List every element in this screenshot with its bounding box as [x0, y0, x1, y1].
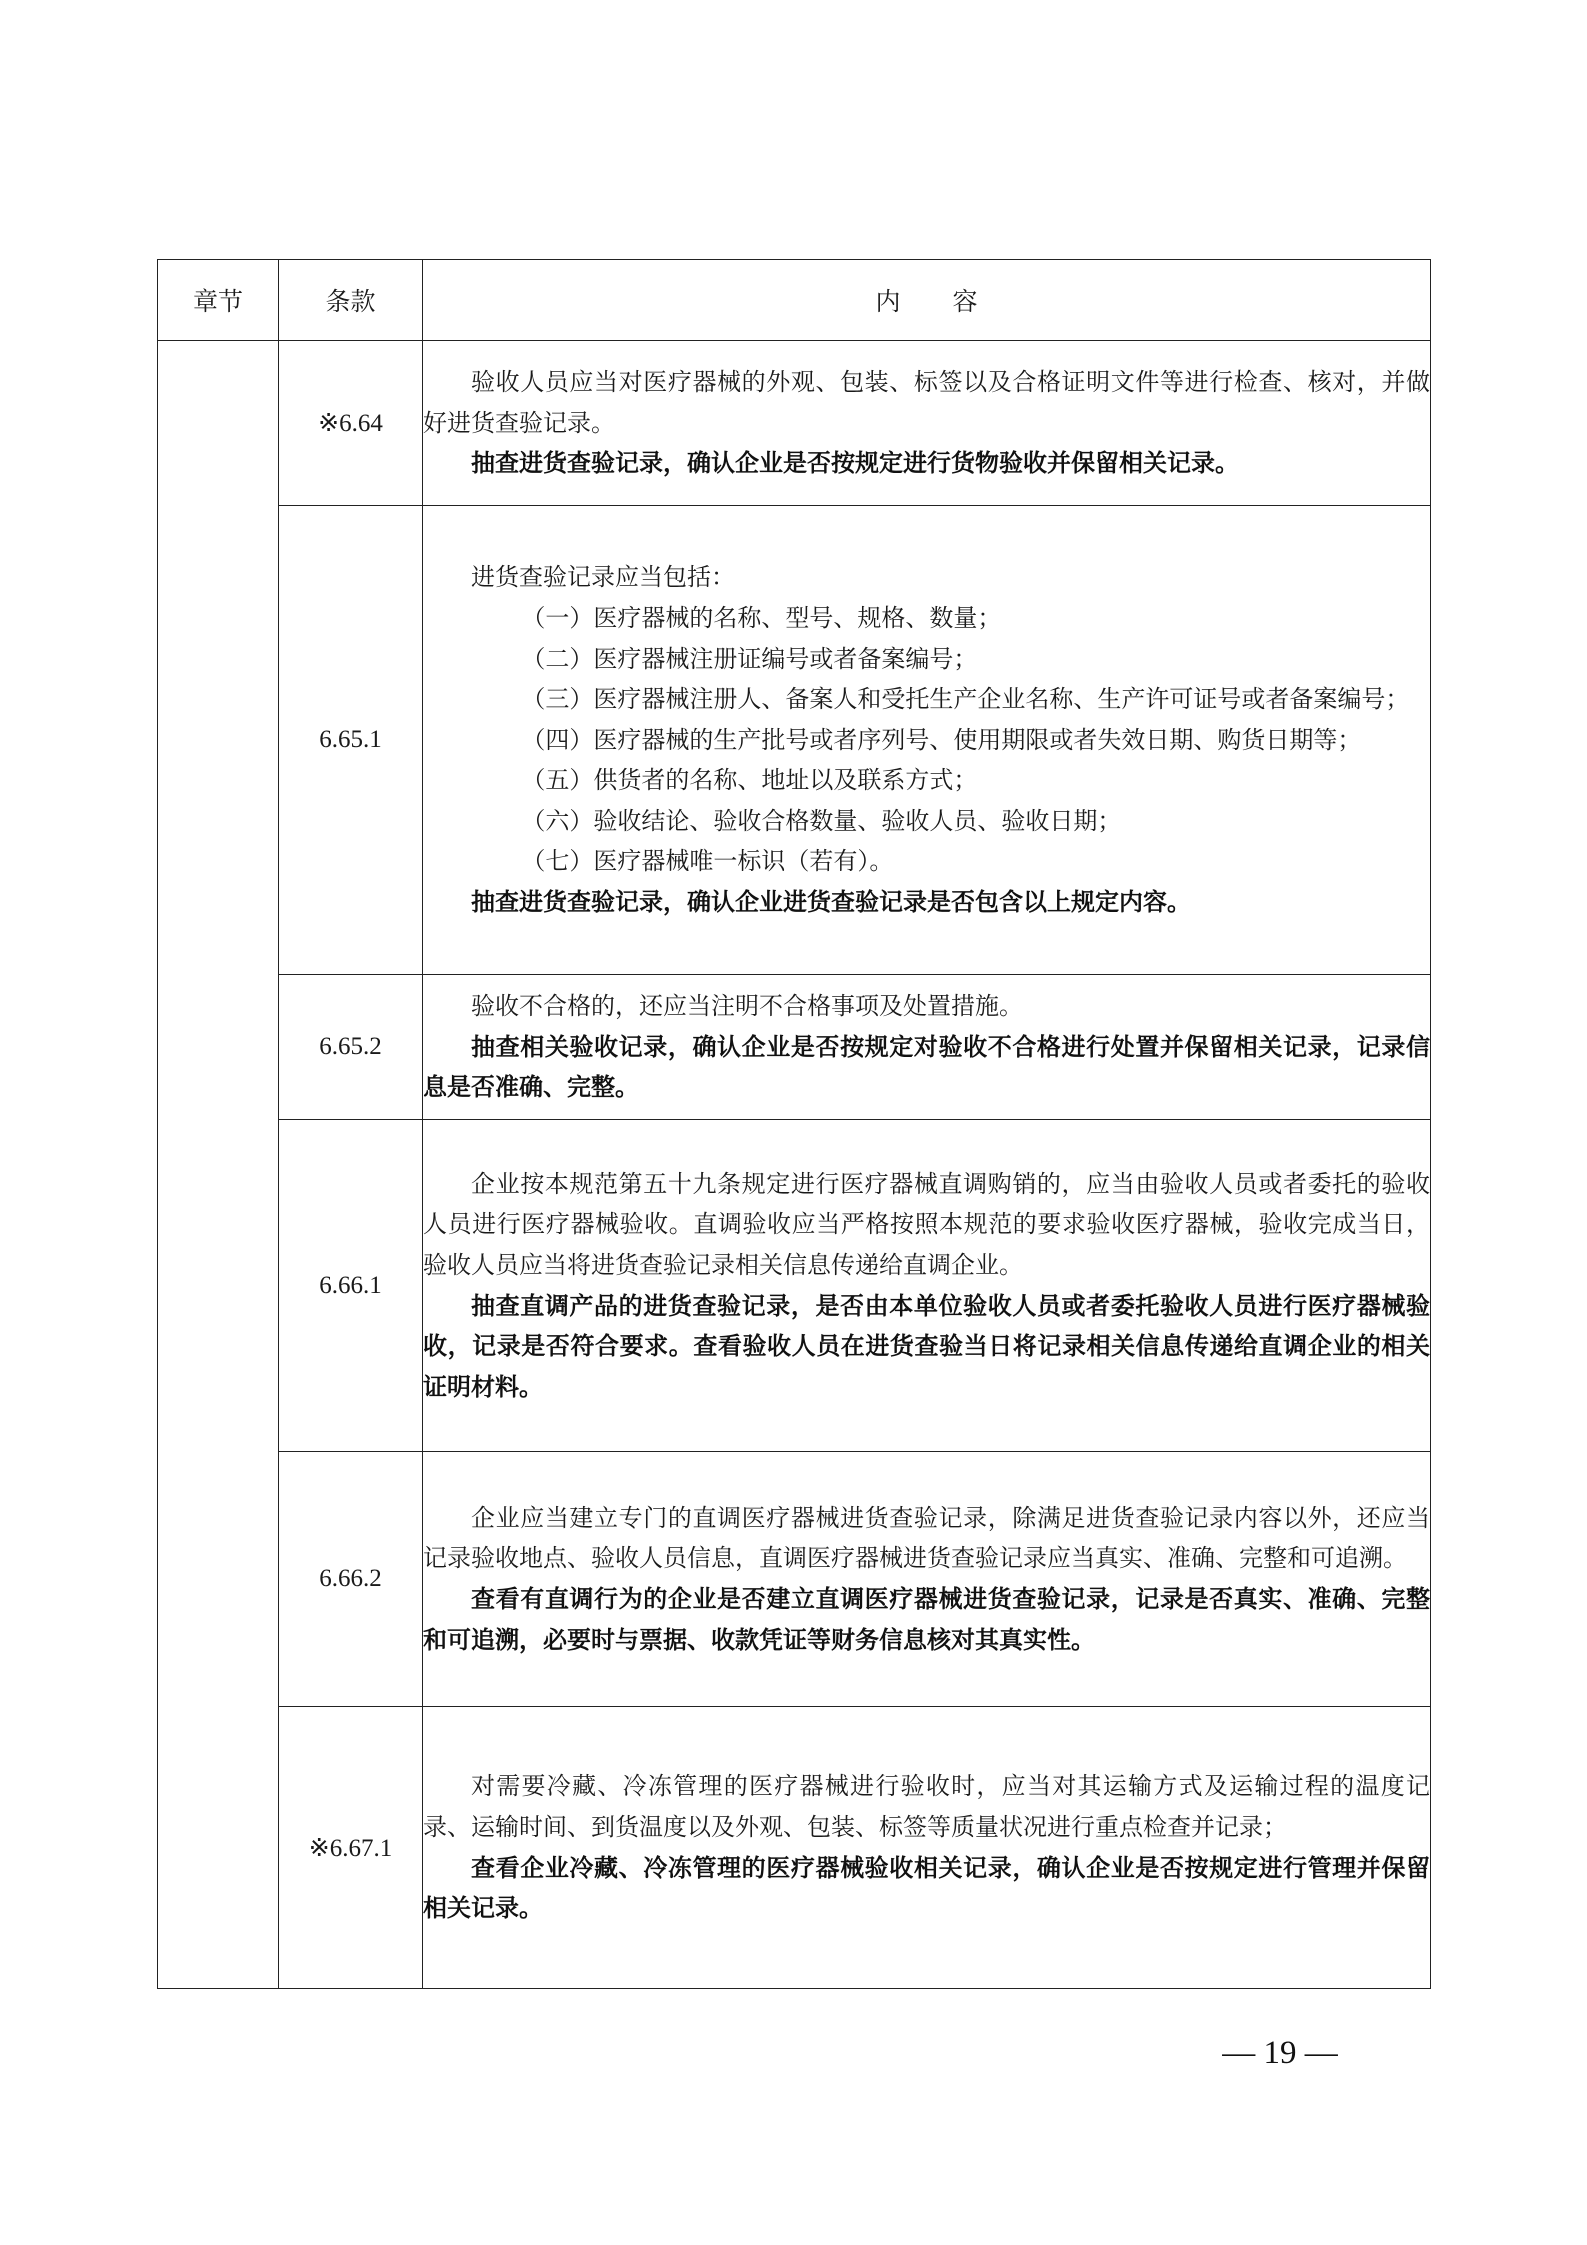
requirement-paragraph: 对需要冷藏、冷冻管理的医疗器械进行验收时，应当对其运输方式及运输过程的温度记录、运输时间、到货温度以及外观、包装、标签等质量状况进行重点检查并记录； [423, 1772, 1430, 1841]
header-clause: 条款 [279, 260, 423, 341]
check-method-paragraph: 查看企业冷藏、冷冻管理的医疗器械验收相关记录，确认企业是否按规定进行管理并保留相关记录。 [423, 1853, 1430, 1923]
requirement-paragraph: 企业按本规范第五十九条规定进行医疗器械直调购销的，应当由验收人员或者委托的验收人员进行医疗器械验收。直调验收应当严格按照本规范的要求验收医疗器械，验收完成当日，验收人员应当将进货查验记录相关信息传递给直调企业。 [423, 1169, 1430, 1279]
table-row [158, 1120, 1431, 1452]
clause-cell: 6.66.2 [279, 1452, 423, 1707]
list-item: （一）医疗器械的名称、型号、规格、数量； [521, 603, 1002, 632]
check-method-paragraph: 抽查直调产品的进货查验记录，是否由本单位验收人员或者委托验收人员进行医疗器械验收，记录是否符合要求。查看验收人员在进货查验当日将记录相关信息传递给直调企业的相关证明材料。 [423, 1291, 1430, 1401]
list-item: （二）医疗器械注册证编号或者备案编号； [521, 644, 978, 673]
header-content-label: 内容 [875, 287, 1030, 316]
table-row [158, 975, 1431, 1120]
requirement-paragraph: 验收人员应当对医疗器械的外观、包装、标签以及合格证明文件等进行检查、核对，并做好进货查验记录。 [423, 368, 1430, 437]
content-cell [423, 506, 1431, 975]
list-item: （五）供货者的名称、地址以及联系方式； [521, 766, 978, 795]
list-item: （六）验收结论、验收合格数量、验收人员、验收日期； [521, 806, 1122, 835]
content-cell [423, 975, 1431, 1120]
clause-cell: ※6.64 [279, 341, 423, 506]
table-row [158, 1452, 1431, 1707]
clause-cell: 6.65.1 [279, 506, 423, 975]
requirement-paragraph: 验收不合格的，还应当注明不合格事项及处置措施。 [471, 992, 1023, 1021]
clause-cell: 6.66.1 [279, 1120, 423, 1452]
chapter-cell [158, 341, 279, 1989]
check-method-paragraph: 抽查进货查验记录，确认企业进货查验记录是否包含以上规定内容。 [471, 888, 1191, 917]
table-header-row [158, 260, 1431, 341]
check-method-paragraph: 查看有直调行为的企业是否建立直调医疗器械进货查验记录，记录是否真实、准确、完整和可追溯，必要时与票据、收款凭证等财务信息核对其真实性。 [423, 1585, 1430, 1654]
header-chapter: 章节 [158, 260, 279, 341]
table-body [158, 341, 1431, 1989]
requirement-paragraph: 企业应当建立专门的直调医疗器械进货查验记录，除满足进货查验记录内容以外，还应当记录验收地点、验收人员信息，直调医疗器械进货查验记录应当真实、准确、完整和可追溯。 [423, 1503, 1430, 1573]
clause-cell: ※6.67.1 [279, 1707, 423, 1989]
content-cell [423, 1707, 1431, 1989]
table-row [158, 506, 1431, 975]
requirement-paragraph: 进货查验记录应当包括： [471, 563, 735, 592]
header-content [423, 260, 1431, 341]
table-row [158, 1707, 1431, 1989]
check-method-paragraph: 抽查进货查验记录，确认企业是否按规定进行货物验收并保留相关记录。 [471, 449, 1239, 478]
list-item: （七）医疗器械唯一标识（若有）。 [521, 847, 894, 876]
page-number: — 19 — [1222, 2035, 1338, 2071]
content-cell [423, 341, 1431, 506]
content-cell [423, 1120, 1431, 1452]
table-row [158, 341, 1431, 506]
clause-cell: 6.65.2 [279, 975, 423, 1120]
inspection-table [157, 259, 1431, 1989]
list-item: （四）医疗器械的生产批号或者序列号、使用期限或者失效日期、购货日期等； [521, 725, 1362, 754]
check-method-paragraph: 抽查相关验收记录，确认企业是否按规定对验收不合格进行处置并保留相关记录，记录信息是否准确、完整。 [423, 1032, 1430, 1102]
list-item: （三）医疗器械注册人、备案人和受托生产企业名称、生产许可证号或者备案编号； [521, 685, 1410, 714]
content-cell [423, 1452, 1431, 1707]
